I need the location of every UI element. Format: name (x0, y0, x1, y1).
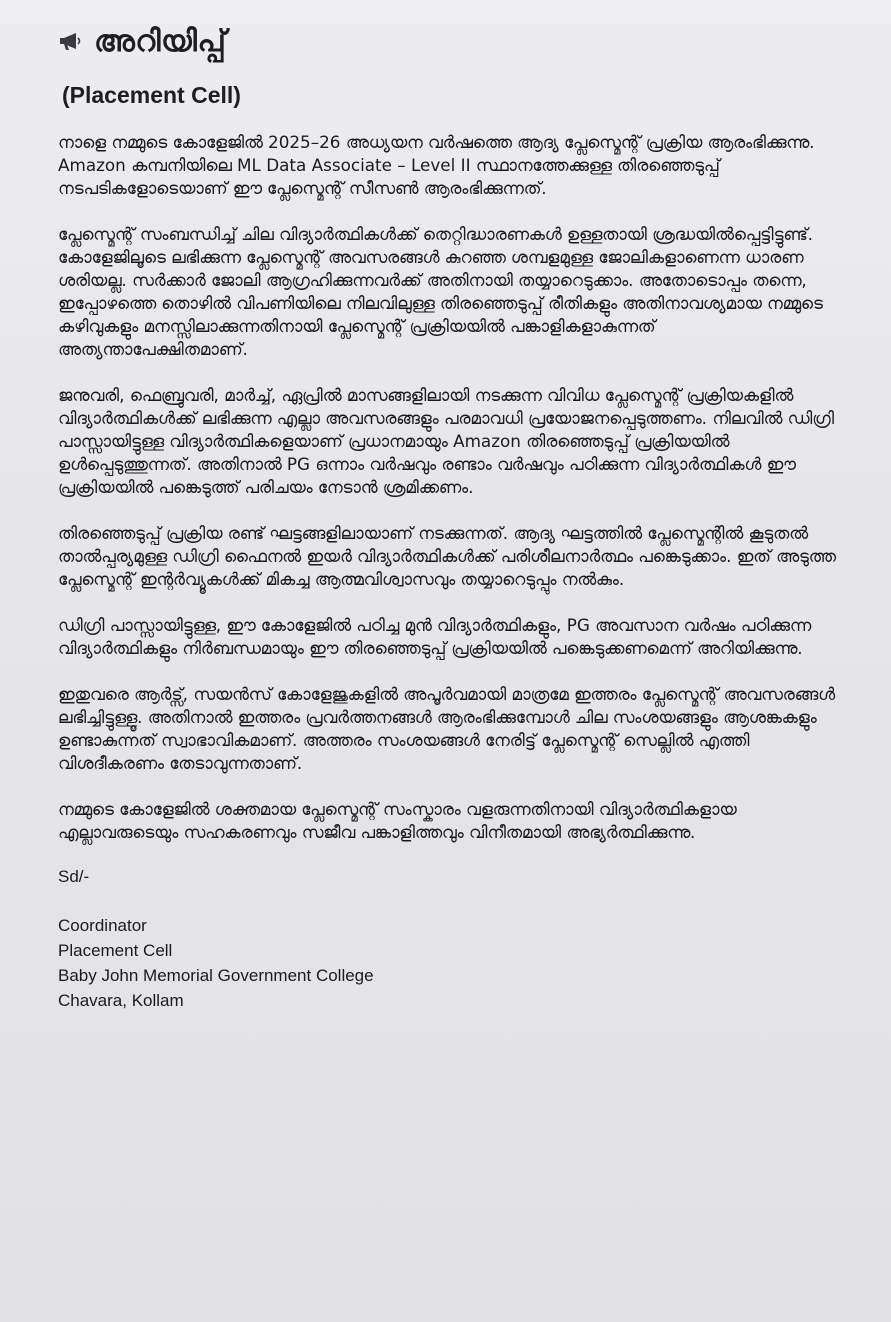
title-row (58, 18, 851, 64)
signature-line: Placement Cell (58, 941, 173, 960)
paragraph-6: ഇതുവരെ ആർട്സ്, സയൻസ് കോളേജുകളിൽ അപൂർവമായി മാത്രമേ ഇത്തരം പ്ലേസ്മെന്റ് അവസരങ്ങൾ ലഭിച്ചിട്ടുള്ളൂ. അതിനാൽ ഇത്തരം പ്രവർത്തനങ്ങൾ ആരംഭിക്കുമ്പോൾ ചില സംശയങ്ങളും ആശങ്കകളും ഉണ്ടാകുന്നത് സ്വാഭാവികമാണ്. അത്തരം സംശയങ്ങൾ നേരിട്ട് പ്ലേസ്മെന്റ് സെല്ലിൽ എത്തി വിശദീകരണം തേടാവുന്നതാണ്. (58, 684, 835, 773)
signature-block (58, 913, 851, 1013)
paragraph-4: തിരഞ്ഞെടുപ്പ് പ്രക്രിയ രണ്ട് ഘട്ടങ്ങളിലായാണ് നടക്കുന്നത്. ആദ്യ ഘട്ടത്തിൽ പ്ലേസ്മെന്റിൽ കൂടുതൽ താൽപ്പര്യമുള്ള ഡിഗ്രി ഫൈനൽ ഇയർ വിദ്യാർത്ഥികൾക്ക് പരിശീലനാർത്ഥം പങ്കെടുക്കാം. ഇത് അടുത്ത പ്ലേസ്മെന്റ് ഇന്റർവ്യൂകൾക്ക് മികച്ച ആത്മവിശ്വാസവും തയ്യാറെടുപ്പും നൽകും. (58, 523, 836, 589)
signature-line: Chavara, Kollam (58, 991, 184, 1010)
paragraph-3: ജനുവരി, ഫെബ്രുവരി, മാർച്ച്, ഏപ്രിൽ മാസങ്ങളിലായി നടക്കുന്ന വിവിധ പ്ലേസ്മെന്റ് പ്രക്രിയകളിൽ വിദ്യാർത്ഥികൾക്ക് ലഭിക്കുന്ന എല്ലാ അവസരങ്ങളും പരമാവധി പ്രയോജനപ്പെടുത്തണം. നിലവിൽ ഡിഗ്രി പാസ്സായിട്ടുള്ള വിദ്യാർത്ഥികളെയാണ് പ്രധാനമായും Amazon തിരഞ്ഞെടുപ്പ് പ്രക്രിയയിൽ ഉൾപ്പെടുത്തുന്നത്. അതിനാൽ PG ഒന്നാം വർഷവും രണ്ടാം വർഷവും പഠിക്കുന്ന വിദ്യാർത്ഥികൾ ഈ പ്രക്രിയയിൽ പങ്കെടുത്ത് പരിചയം നേടാൻ ശ്രമിക്കണം. (58, 385, 835, 497)
signature-line: Baby John Memorial Government College (58, 966, 374, 985)
paragraph-1: നാളെ നമ്മുടെ കോളേജിൽ 2025–26 അധ്യയന വർഷത്തെ ആദ്യ പ്ലേസ്മെന്റ് പ്രക്രിയ ആരംഭിക്കുന്നു. Amazon കമ്പനിയിലെ ML Data Associate – Level II സ്ഥാനത്തേക്കുള്ള തിരഞ്ഞെടുപ്പ് നടപടികളോടെയാണ് ഈ പ്ലേസ്മെന്റ് സീസൺ ആരംഭിക്കുന്നത്. (58, 132, 815, 198)
paragraph-2: പ്ലേസ്മെന്റ് സംബന്ധിച്ച് ചില വിദ്യാർത്ഥികൾക്ക് തെറ്റിദ്ധാരണകൾ ഉള്ളതായി ശ്രദ്ധയിൽപ്പെട്ടിട്ടുണ്ട്. കോളേജിലൂടെ ലഭിക്കുന്ന പ്ലേസ്മെന്റ് അവസരങ്ങൾ കുറഞ്ഞ ശമ്പളമുള്ള ജോലികളാണെന്ന ധാരണ ശരിയല്ല. സർക്കാർ ജോലി ആഗ്രഹിക്കുന്നവർക്ക് അതിനായി തയ്യാറെടുക്കാം. അതോടൊപ്പം തന്നെ, ഇപ്പോഴത്തെ തൊഴിൽ വിപണിയിലെ നിലവിലുള്ള തിരഞ്ഞെടുപ്പ് രീതികളും അതിനാവശ്യമായ നമ്മുടെ കഴിവുകളും മനസ്സിലാക്കുന്നതിനായി പ്ലേസ്മെന്റ് പ്രക്രിയയിൽ പങ്കാളികളാകുന്നത് അത്യന്താപേക്ഷിതമാണ്. (58, 224, 823, 359)
notice-title: അറിയിപ്പ് (94, 23, 227, 59)
paragraph-7: നമ്മുടെ കോളേജിൽ ശക്തമായ പ്ലേസ്മെന്റ് സംസ്കാരം വളരുന്നതിനായി വിദ്യാർത്ഥികളായ എല്ലാവരുടെയും സഹകരണവും സജീവ പങ്കാളിത്തവും വിനീതമായി അഭ്യർത്ഥിക്കുന്നു. (58, 799, 737, 842)
paragraph-5: ഡിഗ്രി പാസ്സായിട്ടുള്ള, ഈ കോളേജിൽ പഠിച്ച മുൻ വിദ്യാർത്ഥികളും, PG അവസാന വർഷം പഠിക്കുന്ന വിദ്യാർത്ഥികളും നിർബന്ധമായും ഈ തിരഞ്ഞെടുപ്പ് പ്രക്രിയയിൽ പങ്കെടുക്കണമെന്ന് അറിയിക്കുന്നു. (58, 615, 811, 658)
notice-subtitle: (Placement Cell) (62, 82, 241, 108)
notice-body (58, 131, 848, 844)
signed-mark: Sd/- (58, 867, 90, 886)
signature-line: Coordinator (58, 916, 147, 935)
megaphone-icon (58, 31, 84, 51)
